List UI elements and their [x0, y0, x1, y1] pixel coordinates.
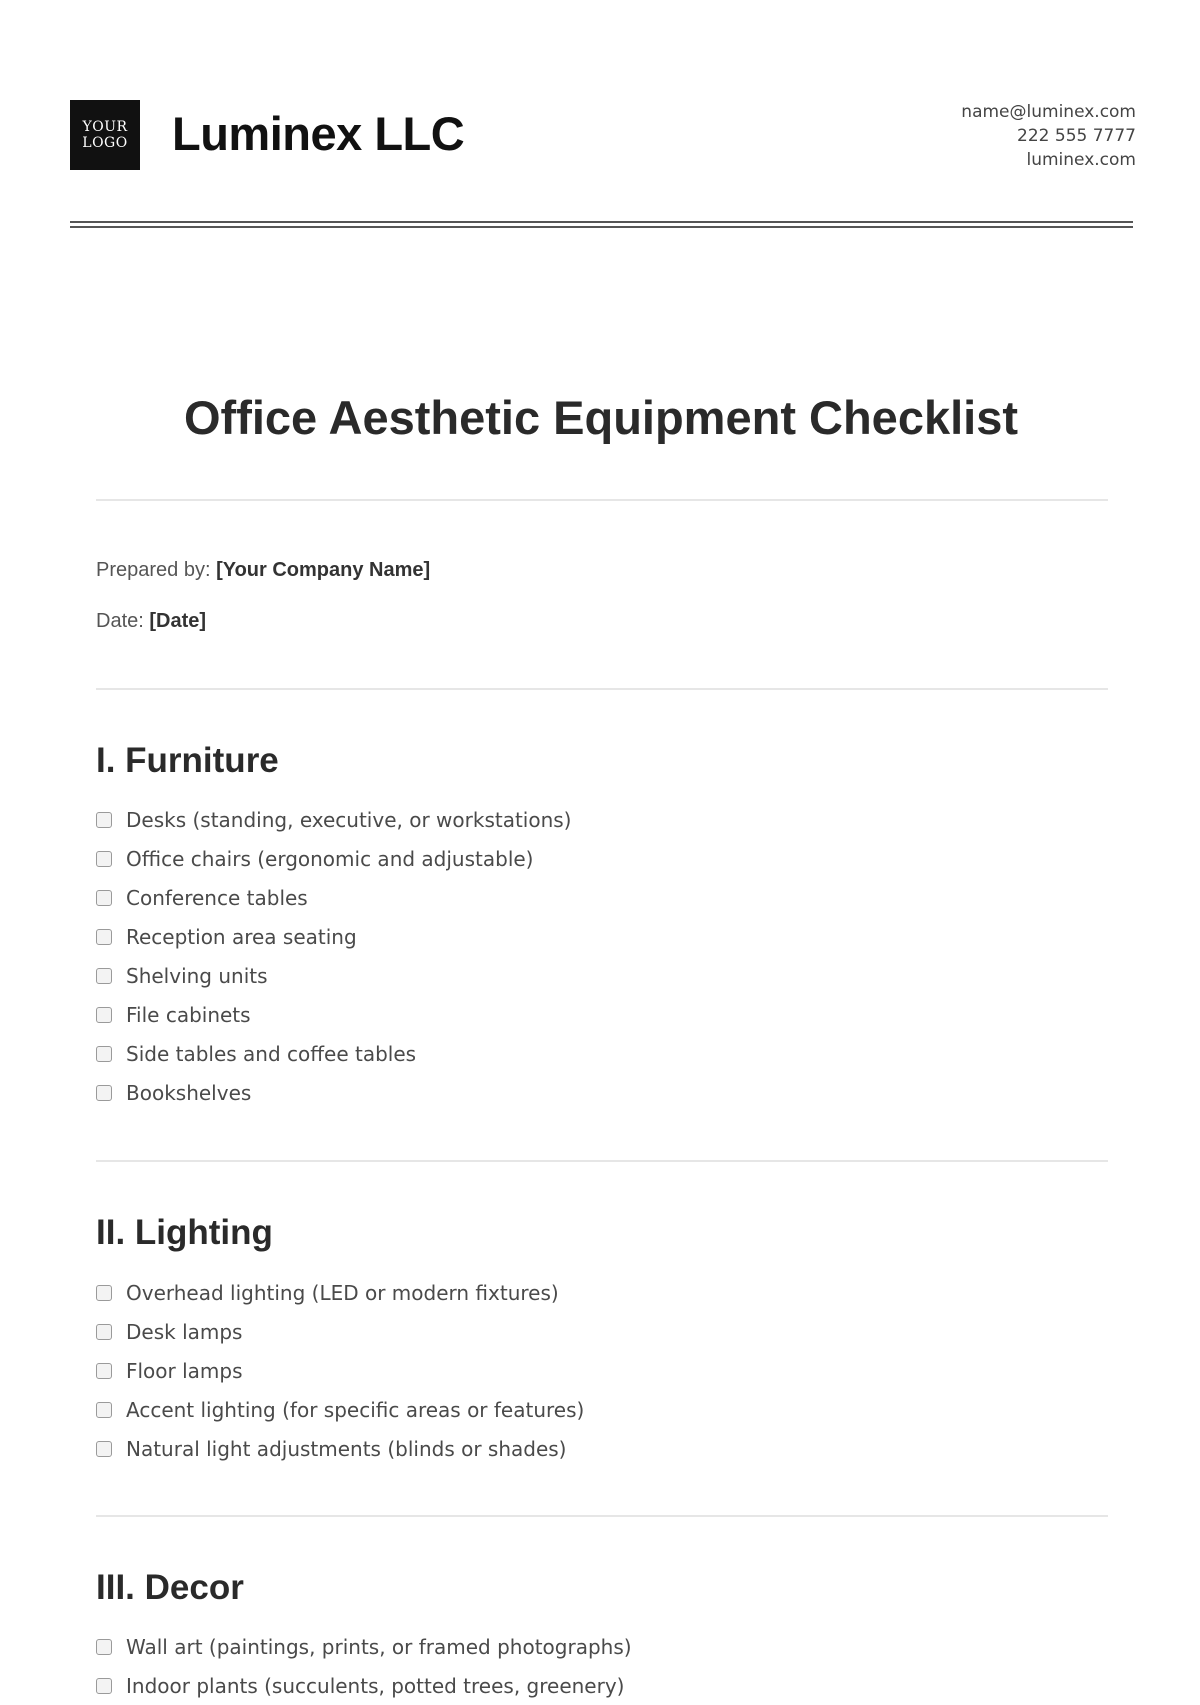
checkbox[interactable] [96, 1285, 112, 1301]
divider [96, 1515, 1108, 1517]
checklist-item[interactable] [96, 1390, 584, 1429]
checklist-item-label: Natural light adjustments (blinds or shades) [126, 1436, 567, 1461]
contact-block [961, 100, 1136, 172]
checkbox[interactable] [96, 1046, 112, 1062]
checklist-item[interactable] [96, 1351, 584, 1390]
checklist-item[interactable] [96, 1312, 584, 1351]
section-heading-decor: III. Decor [96, 1568, 244, 1607]
prepared-by-value: [Your Company Name] [216, 559, 431, 581]
checklist-item-label: Bookshelves [126, 1080, 252, 1105]
checklist-item[interactable] [96, 956, 572, 995]
checklist-item[interactable] [96, 800, 572, 839]
company-logo [70, 100, 140, 170]
prepared-by-line [96, 557, 430, 583]
date-label: Date: [96, 610, 144, 632]
date-line [96, 608, 206, 634]
checkbox[interactable] [96, 1678, 112, 1694]
document-title: Office Aesthetic Equipment Checklist [184, 391, 1018, 444]
checklist-item[interactable] [96, 995, 572, 1034]
checklist-item[interactable] [96, 839, 572, 878]
checklist-item-label: Desks (standing, executive, or workstations) [126, 807, 572, 832]
checklist-item-label: Floor lamps [126, 1358, 243, 1383]
header-divider [70, 221, 1133, 228]
checklist-item-label: Indoor plants (succulents, potted trees, greenery) [126, 1673, 625, 1698]
checkbox[interactable] [96, 890, 112, 906]
section-heading-furniture: I. Furniture [96, 741, 279, 780]
checklist-item[interactable] [96, 878, 572, 917]
checklist-item[interactable] [96, 1034, 572, 1073]
prepared-by-label: Prepared by: [96, 559, 211, 581]
divider [96, 688, 1108, 690]
checklist-item-label: Office chairs (ergonomic and adjustable) [126, 846, 534, 871]
company-name: Luminex LLC [172, 107, 465, 160]
checkbox[interactable] [96, 851, 112, 867]
checkbox[interactable] [96, 1324, 112, 1340]
checkbox[interactable] [96, 1639, 112, 1655]
checklist-item-label: File cabinets [126, 1002, 251, 1027]
checklist-item[interactable] [96, 1627, 632, 1666]
divider [96, 1160, 1108, 1162]
contact-email: name@luminex.com [961, 102, 1136, 122]
checklist-lighting [96, 1273, 584, 1468]
contact-phone: 222 555 7777 [1017, 126, 1136, 146]
checklist-item-label: Overhead lighting (LED or modern fixtures) [126, 1280, 559, 1305]
checklist-item-label: Shelving units [126, 963, 268, 988]
contact-website: luminex.com [1026, 150, 1136, 170]
logo-text-line2: LOGO [82, 135, 128, 151]
checklist-item[interactable] [96, 1666, 632, 1705]
checklist-item-label: Desk lamps [126, 1319, 243, 1344]
checkbox[interactable] [96, 1007, 112, 1023]
checklist-item-label: Side tables and coffee tables [126, 1041, 417, 1066]
checkbox[interactable] [96, 1363, 112, 1379]
checklist-item[interactable] [96, 1429, 584, 1468]
date-value: [Date] [149, 610, 207, 632]
checkbox[interactable] [96, 1402, 112, 1418]
checkbox[interactable] [96, 1441, 112, 1457]
divider [96, 499, 1108, 501]
checklist-item[interactable] [96, 1273, 584, 1312]
logo-text-line1: YOUR [82, 119, 128, 135]
checklist-item[interactable] [96, 1073, 572, 1112]
checklist-item-label: Reception area seating [126, 924, 357, 949]
checklist-item-label: Wall art (paintings, prints, or framed photographs) [126, 1634, 632, 1659]
checklist-item-label: Conference tables [126, 885, 308, 910]
checkbox[interactable] [96, 1085, 112, 1101]
checkbox[interactable] [96, 929, 112, 945]
checklist-decor [96, 1627, 632, 1705]
checklist-furniture [96, 800, 572, 1112]
checkbox[interactable] [96, 968, 112, 984]
letterhead [70, 100, 1136, 172]
checklist-item-label: Accent lighting (for specific areas or features) [126, 1397, 585, 1422]
checklist-item[interactable] [96, 917, 572, 956]
checkbox[interactable] [96, 812, 112, 828]
section-heading-lighting: II. Lighting [96, 1213, 273, 1252]
